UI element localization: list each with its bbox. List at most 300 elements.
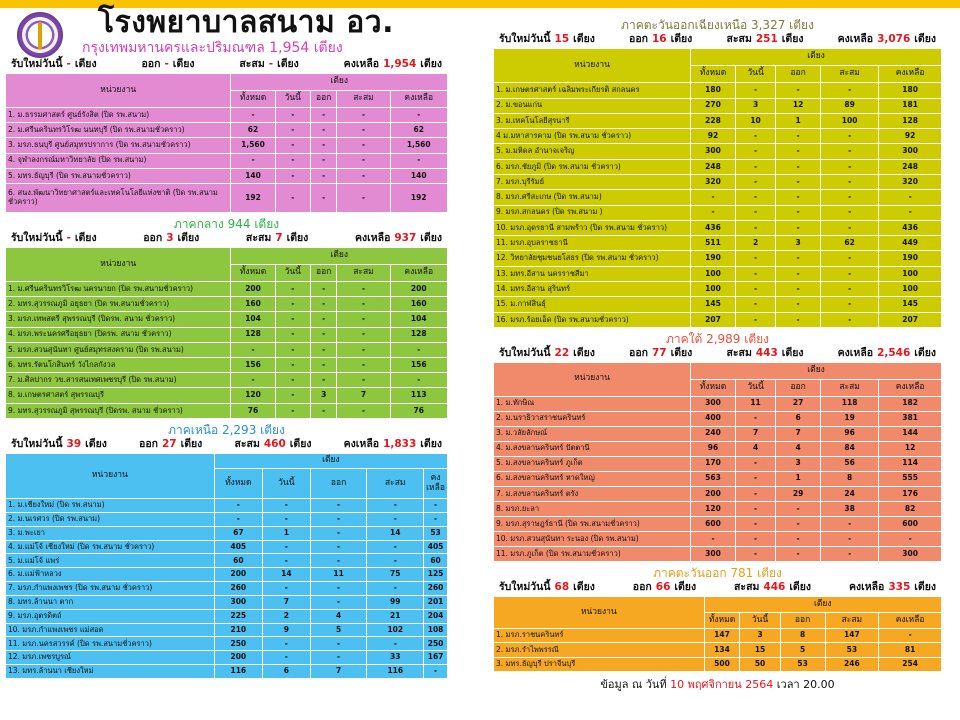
bed-count: 563 — [691, 471, 736, 486]
unit-name: 1. ม.เชียงใหม่ (ปิด รพ.สนาม) — [6, 499, 215, 513]
summary-remain-label: คงเหลือ — [837, 33, 874, 45]
bed-count: - — [367, 512, 424, 526]
bed-count: - — [275, 282, 310, 297]
summary-cum-label: สะสม — [726, 347, 752, 359]
bed-count: 50 — [740, 657, 780, 671]
bed-count: - — [337, 327, 390, 342]
table-row — [6, 499, 448, 513]
bed-count: - — [275, 168, 310, 183]
col-header: ออก — [780, 613, 825, 629]
col-header: วันนี้ — [735, 379, 775, 396]
unit-name: 11. มรภ.อุบลราชธานี — [494, 236, 691, 251]
table-row — [6, 138, 448, 153]
bed-count: 27 — [776, 396, 821, 411]
section-bangkok — [5, 58, 448, 213]
bed-count: 167 — [424, 651, 448, 665]
bed-count: - — [821, 175, 879, 190]
bed-count: 555 — [879, 471, 942, 486]
bed-count: - — [310, 373, 337, 388]
bed-count: 102 — [367, 623, 424, 637]
bed-count: - — [310, 637, 367, 651]
right-column — [493, 18, 942, 691]
bed-count: 11 — [310, 568, 367, 582]
col-unit-header: หน่วยงาน — [494, 597, 705, 629]
bed-count: 254 — [879, 657, 942, 671]
table-row — [6, 595, 448, 609]
bed-count: 92 — [691, 129, 736, 144]
unit-label: เตียง — [85, 438, 107, 450]
bed-count: 145 — [879, 297, 942, 312]
table-row — [6, 327, 448, 342]
bangkok-region-title: กรุงเทพมหานครและปริมณฑล 1,954 เตียง — [82, 40, 343, 56]
col-header: สะสม — [367, 469, 424, 499]
bed-count: - — [776, 205, 821, 220]
unit-name: 16. มรภ.ร้อยเอ็ด (ปิด รพ.สนามชั่วคราว) — [494, 312, 691, 327]
region-title: ภาคใต้ 2,989 เตียง — [665, 332, 770, 346]
table-row — [6, 540, 448, 554]
bed-count: 140 — [231, 168, 275, 183]
bed-count: 92 — [879, 129, 942, 144]
unit-name: 1. ม.ศรีนครินทรวิโรฒ นครนายก (ปิด รพ.สนามชั่วคราว) — [6, 282, 231, 297]
bed-count: 160 — [231, 297, 275, 312]
bed-count: 99 — [367, 595, 424, 609]
bed-count: - — [275, 342, 310, 357]
bed-count: 108 — [424, 623, 448, 637]
unit-label: เตียง — [573, 581, 595, 593]
bed-count: - — [735, 175, 775, 190]
bed-count: - — [735, 205, 775, 220]
bed-count: - — [821, 297, 879, 312]
summary-cum-label: สะสม — [726, 33, 752, 45]
bed-count: - — [735, 411, 775, 426]
bed-count: 96 — [821, 426, 879, 441]
col-header: ออก — [310, 469, 367, 499]
unit-name: 11. มรภ.นครสวรรค์ (ปิด รพ.สนามชั่วคราว) — [6, 637, 215, 651]
bed-count: - — [735, 501, 775, 516]
bed-count: 250 — [214, 637, 262, 651]
bed-count: - — [776, 297, 821, 312]
table-row — [6, 184, 448, 213]
table-row — [494, 657, 942, 671]
col-header: ทั้งหมด — [691, 379, 736, 396]
summary-remain-label: คงเหลือ — [343, 438, 380, 450]
bed-count: - — [310, 582, 367, 596]
bed-count: - — [735, 159, 775, 174]
bed-count: - — [310, 540, 367, 554]
unit-name: 15. ม.กาฬสินธุ์ — [494, 297, 691, 312]
unit-name: 3. มทร.ธัญบุรี ปราจีนบุรี — [494, 657, 705, 671]
table-row — [6, 665, 448, 679]
summary-new-value: - — [66, 232, 71, 244]
unit-name: 5. มทร.ธัญบุรี (ปิด รพ.สนามชั่วคราว) — [6, 168, 231, 183]
bed-count: - — [821, 159, 879, 174]
unit-label: เตียง — [420, 438, 442, 450]
bed-count: - — [262, 554, 310, 568]
bed-count: 3 — [735, 98, 775, 113]
bed-count: 128 — [879, 113, 942, 128]
bed-count: 76 — [231, 403, 275, 418]
bed-count: - — [310, 342, 337, 357]
bed-count: 2 — [735, 236, 775, 251]
bed-count: 3 — [310, 388, 337, 403]
unit-name: 2. ม.ขอนแก่น — [494, 98, 691, 113]
bed-count: - — [776, 251, 821, 266]
bed-count: - — [337, 282, 390, 297]
bed-count: - — [337, 403, 390, 418]
table-row — [494, 396, 942, 411]
summary-cum — [239, 58, 298, 71]
bed-count: 104 — [390, 312, 447, 327]
summary-out-value: 66 — [655, 581, 671, 593]
bed-count: 5 — [780, 643, 825, 657]
summary-out-value: - — [164, 58, 169, 70]
table-row — [6, 312, 448, 327]
bed-count: 100 — [691, 282, 736, 297]
table-row — [494, 266, 942, 281]
bed-count: 81 — [879, 643, 942, 657]
table-header-row — [494, 49, 942, 66]
unit-name: 6. มทร.รัตนโกสินทร์ วังไกลกังวล — [6, 358, 231, 373]
bed-count: - — [776, 190, 821, 205]
bed-count: 113 — [390, 388, 447, 403]
bed-count: - — [310, 168, 337, 183]
bed-count: 8 — [780, 629, 825, 643]
unit-name: 7. มรภ.บุรีรัมย์ — [494, 175, 691, 190]
bed-count: - — [214, 499, 262, 513]
bed-count: - — [821, 266, 879, 281]
bed-count: 62 — [390, 123, 447, 138]
bed-count: 1 — [776, 471, 821, 486]
unit-name: 1. ม.ธรรมศาสตร์ ศูนย์รังสิต (ปิด รพ.สนาม) — [6, 108, 231, 123]
col-header: ทั้งหมด — [231, 265, 275, 282]
bed-count: 204 — [424, 609, 448, 623]
bed-count: - — [776, 83, 821, 98]
bed-count: - — [735, 83, 775, 98]
bed-count: 100 — [821, 113, 879, 128]
bed-count: - — [275, 123, 310, 138]
region-title: ภาคเหนือ 2,293 เตียง — [168, 423, 285, 437]
bed-count: 181 — [879, 98, 942, 113]
bed-count: - — [275, 327, 310, 342]
col-header: วันนี้ — [262, 469, 310, 499]
summary-out-label: ออก — [629, 33, 648, 45]
bed-count: 6 — [776, 411, 821, 426]
region-title: ภาคตะวันออก 781 เตียง — [653, 566, 782, 580]
bed-count: - — [735, 456, 775, 471]
unit-name: 13. มทร.ล้านนา เชียงใหม่ — [6, 665, 215, 679]
bed-count: - — [337, 312, 390, 327]
col-unit-header: หน่วยงาน — [494, 363, 691, 397]
summary-remain — [355, 232, 442, 245]
bed-count: 240 — [691, 426, 736, 441]
bed-count: 170 — [691, 456, 736, 471]
col-unit-header: หน่วยงาน — [494, 49, 691, 83]
summary-new-label: รับใหม่วันนี้ — [499, 581, 551, 593]
bed-count: 228 — [691, 113, 736, 128]
col-header: สะสม — [337, 91, 390, 108]
summary-out-label: ออก — [632, 581, 652, 593]
bed-count: 147 — [704, 629, 740, 643]
bed-count: 190 — [879, 251, 942, 266]
bed-count: - — [424, 512, 448, 526]
unit-label: เตียง — [674, 581, 697, 593]
bed-count: - — [310, 651, 367, 665]
bed-count: 300 — [879, 546, 942, 561]
bed-count: 67 — [214, 526, 262, 540]
col-header: คงเหลือ — [424, 469, 448, 499]
table-row — [494, 113, 942, 128]
bed-count: 600 — [879, 516, 942, 531]
summary-out — [143, 232, 199, 245]
bed-count: 7 — [262, 595, 310, 609]
bed-count: - — [776, 546, 821, 561]
unit-name: 5. ม.แม่โจ้ แพร่ — [6, 554, 215, 568]
bed-count: 600 — [691, 516, 736, 531]
col-header: วันนี้ — [740, 613, 780, 629]
unit-name: 12. มรภ.เพชรบูรณ์ — [6, 651, 215, 665]
unit-label: เตียง — [420, 232, 442, 244]
table-header-row — [6, 74, 448, 91]
bed-count: - — [367, 582, 424, 596]
summary-out-label: ออก — [629, 347, 648, 359]
bed-count: 3 — [776, 456, 821, 471]
bed-count: 200 — [691, 486, 736, 501]
summary-cum-value: - — [268, 58, 274, 70]
bed-count: - — [275, 138, 310, 153]
bed-count: - — [821, 312, 879, 327]
bed-count: 100 — [691, 266, 736, 281]
summary-new-label: รับใหม่วันนี้ — [11, 58, 63, 70]
bed-count: - — [310, 358, 337, 373]
bed-count: - — [262, 540, 310, 554]
bed-count: 56 — [821, 456, 879, 471]
col-header: คงเหลือ — [390, 91, 447, 108]
bed-count: - — [275, 153, 310, 168]
bed-count: 405 — [424, 540, 448, 554]
section-northeast — [493, 18, 942, 328]
bed-count: 7 — [310, 665, 367, 679]
bed-count: 7 — [337, 388, 390, 403]
col-header: สะสม — [821, 66, 879, 83]
bed-count: - — [776, 531, 821, 546]
unit-name: 1. ม.เกษตรศาสตร์ เฉลิมพระเกียรติ สกลนคร — [494, 83, 691, 98]
summary-cum-value: 443 — [755, 347, 778, 359]
bed-count: 381 — [879, 411, 942, 426]
unit-label: เตียง — [180, 438, 203, 450]
summary-remain-value: 1,833 — [383, 438, 417, 450]
bed-count: - — [691, 190, 736, 205]
bed-count: 14 — [367, 526, 424, 540]
university-ministry-logo — [17, 12, 63, 58]
table-row — [6, 623, 448, 637]
table-row — [494, 159, 942, 174]
unit-name: 4 ม.มหาสารคาม (ปิด รพ.สนาม ชั่วคราว) — [494, 129, 691, 144]
table-row — [494, 236, 942, 251]
col-header: ทั้งหมด — [691, 66, 736, 83]
summary-remain — [838, 347, 936, 360]
unit-name: 1. มรภ.ราชนครินทร์ — [494, 629, 705, 643]
bed-count: 128 — [390, 327, 447, 342]
bed-count: - — [821, 129, 879, 144]
bed-count: - — [776, 220, 821, 235]
bed-count: - — [367, 540, 424, 554]
unit-name: 3. มรภ.ธนบุรี ศูนย์สมุทรปราการ (ปิด รพ.สนามชั่วคราว) — [6, 138, 231, 153]
bed-count: - — [424, 499, 448, 513]
bed-count: 53 — [825, 643, 879, 657]
bed-count: - — [821, 516, 879, 531]
bed-count: - — [390, 373, 447, 388]
left-column — [5, 58, 448, 679]
col-header: ทั้งหมด — [704, 613, 740, 629]
region-summary — [5, 438, 448, 451]
bed-count: - — [390, 342, 447, 357]
bed-count: 14 — [262, 568, 310, 582]
bed-count: - — [310, 282, 337, 297]
col-header: ออก — [310, 91, 337, 108]
bed-count: 511 — [691, 236, 736, 251]
bed-count: 5 — [310, 623, 367, 637]
summary-cum — [734, 581, 811, 594]
bed-count: 38 — [821, 501, 879, 516]
col-header: สะสม — [821, 379, 879, 396]
unit-name: 4. จุฬาลงกรณ์มหาวิทยาลัย (ปิด รพ.สนาม) — [6, 153, 231, 168]
unit-name: 11. มรภ.ภูเก็ต (ปิด รพ.สนามชั่วคราว) — [494, 546, 691, 561]
table-header-row — [6, 454, 448, 469]
col-beds-header: เตียง — [691, 363, 942, 380]
unit-label: เตียง — [289, 438, 312, 450]
bed-count: - — [776, 159, 821, 174]
bed-count: 6 — [262, 665, 310, 679]
bed-count: - — [879, 205, 942, 220]
bed-count: - — [735, 297, 775, 312]
bed-count: 60 — [424, 554, 448, 568]
unit-name: 3. ม.พะเยา — [6, 526, 215, 540]
unit-name: 2. มทร.สุวรรณภูมิ อยุธยา (ปิด รพ.สนามชั่วคราว) — [6, 297, 231, 312]
summary-new-label: รับใหม่วันนี้ — [11, 232, 63, 244]
unit-label: เตียง — [789, 581, 812, 593]
unit-name: 8. ม.เกษตรศาสตร์ สุพรรณบุรี — [6, 388, 231, 403]
unit-label: เตียง — [670, 347, 693, 359]
summary-remain-value: 1,954 — [383, 58, 417, 70]
bed-count: - — [275, 108, 310, 123]
bed-count: - — [735, 266, 775, 281]
bed-count: 207 — [691, 312, 736, 327]
summary-out-label: ออก — [141, 58, 161, 70]
region-title: ภาคตะวันออกเฉียงเหนือ 3,327 เตียง — [621, 18, 814, 32]
bed-count: 10 — [735, 113, 775, 128]
region-summary — [5, 58, 448, 71]
col-header: คงเหลือ — [879, 66, 942, 83]
table-row — [6, 582, 448, 596]
summary-remain — [344, 438, 442, 451]
table-row — [6, 373, 448, 388]
table-row — [6, 637, 448, 651]
table-row — [494, 629, 942, 643]
bed-count: - — [879, 629, 942, 643]
table-row — [6, 526, 448, 540]
col-header: คงเหลือ — [390, 265, 447, 282]
bed-count: 250 — [424, 637, 448, 651]
bed-count: 300 — [214, 595, 262, 609]
summary-cum-value: 251 — [755, 33, 778, 45]
unit-name: 6. ม.สงขลานครินทร์ หาดใหญ่ — [494, 471, 691, 486]
summary-remain — [838, 33, 936, 46]
summary-cum — [726, 33, 803, 46]
beds-table — [5, 247, 448, 419]
bed-count: - — [310, 554, 367, 568]
bed-count: 300 — [879, 144, 942, 159]
unit-name: 4. มรภ.พระนครศรีอยุธยา (ปิดรพ. สนาม ชั่วคราว) — [6, 327, 231, 342]
bed-count: 147 — [825, 629, 879, 643]
bed-count: 12 — [776, 98, 821, 113]
bed-count: 118 — [821, 396, 879, 411]
unit-name: 10. มรภ.สวนสุนันทา ระนอง (ปิด รพ.สนาม) — [494, 531, 691, 546]
bed-count: 116 — [214, 665, 262, 679]
bed-count: - — [735, 312, 775, 327]
col-unit-header: หน่วยงาน — [6, 74, 231, 108]
bed-count: - — [821, 83, 879, 98]
unit-label: เตียง — [573, 347, 595, 359]
beds-table — [493, 596, 942, 672]
table-row — [494, 411, 942, 426]
unit-label: เตียง — [177, 232, 200, 244]
unit-name: 2. ม.นราธิวาสราชนครินทร์ — [494, 411, 691, 426]
bed-count: - — [231, 373, 275, 388]
table-row — [494, 486, 942, 501]
table-row — [6, 609, 448, 623]
summary-new-label: รับใหม่วันนี้ — [11, 438, 63, 450]
bed-count: - — [337, 184, 390, 213]
bed-count: 125 — [424, 568, 448, 582]
summary-new-value: 68 — [554, 581, 570, 593]
bed-count: 190 — [691, 251, 736, 266]
summary-out-value: 16 — [652, 33, 667, 45]
bed-count: 116 — [367, 665, 424, 679]
bed-count: 180 — [691, 83, 736, 98]
col-header: ออก — [776, 379, 821, 396]
bed-count: - — [337, 168, 390, 183]
col-header: ทั้งหมด — [214, 469, 262, 499]
bed-count: - — [310, 327, 337, 342]
table-header-row — [494, 363, 942, 380]
summary-new-value: - — [66, 58, 71, 70]
summary-remain — [344, 58, 442, 71]
unit-name: 6. ม.แม่ฟ้าหลวง — [6, 568, 215, 582]
section-central — [5, 217, 448, 419]
bed-count: - — [262, 512, 310, 526]
beds-table — [5, 453, 448, 679]
col-header: สะสม — [825, 613, 879, 629]
col-header: ทั้งหมด — [231, 91, 275, 108]
summary-out-label: ออก — [139, 438, 158, 450]
summary-remain-label: คงเหลือ — [837, 347, 874, 359]
bed-count: 100 — [879, 282, 942, 297]
bed-count: 19 — [821, 411, 879, 426]
bed-count: 134 — [704, 643, 740, 657]
bed-count: - — [310, 108, 337, 123]
bed-count: 1 — [262, 526, 310, 540]
bed-count: 89 — [821, 98, 879, 113]
bed-count: - — [275, 312, 310, 327]
unit-name: 12. วิทยาลัยชุมชนยโสธร (ปิด รพ.สนาม ชั่วคราว) — [494, 251, 691, 266]
bed-count: 53 — [424, 526, 448, 540]
bed-count: 270 — [691, 98, 736, 113]
bed-count: - — [821, 531, 879, 546]
bed-count: 53 — [780, 657, 825, 671]
bed-count: 160 — [390, 297, 447, 312]
col-header: วันนี้ — [275, 91, 310, 108]
bed-count: - — [424, 665, 448, 679]
